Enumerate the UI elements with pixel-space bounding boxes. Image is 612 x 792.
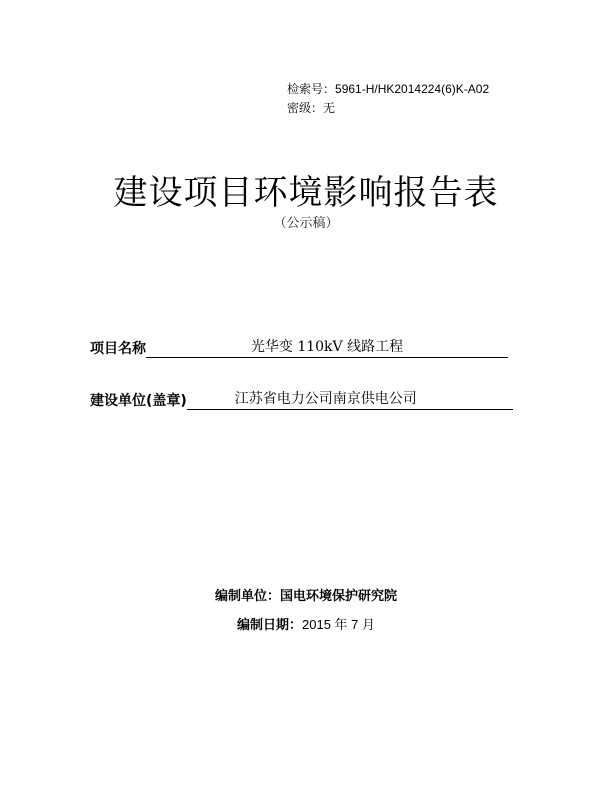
project-name-value: 光华变 110kV 线路工程: [146, 336, 508, 358]
construction-unit-field: [90, 388, 513, 410]
secret-level-label: 密级：: [287, 101, 324, 115]
secret-level-line: [287, 99, 489, 118]
document-subtitle: （公示稿）: [273, 216, 339, 231]
compiling-date-label: 编制日期：: [236, 618, 302, 633]
construction-unit-label: 建设单位(盖章): [90, 393, 187, 409]
project-name-label: 项目名称: [90, 341, 146, 357]
index-number-value: 5961-H/HK2014224(6)K-A02: [335, 82, 490, 96]
compiling-unit-label: 编制单位：: [214, 589, 280, 604]
compiling-date-value: 2015 年 7 月: [302, 617, 375, 632]
project-name-field: [90, 336, 508, 358]
document-meta: [287, 80, 489, 118]
document-title: 建设项目环境影响报告表: [113, 173, 499, 213]
compiling-unit-line: [0, 585, 612, 604]
compiling-date-line: [0, 614, 612, 633]
compiling-unit-value: 国电环境保护研究院: [280, 589, 398, 604]
secret-level-value: 无: [323, 101, 336, 115]
construction-unit-value: 江苏省电力公司南京供电公司: [187, 388, 513, 410]
index-number-label: 检索号：: [287, 82, 336, 96]
index-number-line: [287, 80, 489, 99]
